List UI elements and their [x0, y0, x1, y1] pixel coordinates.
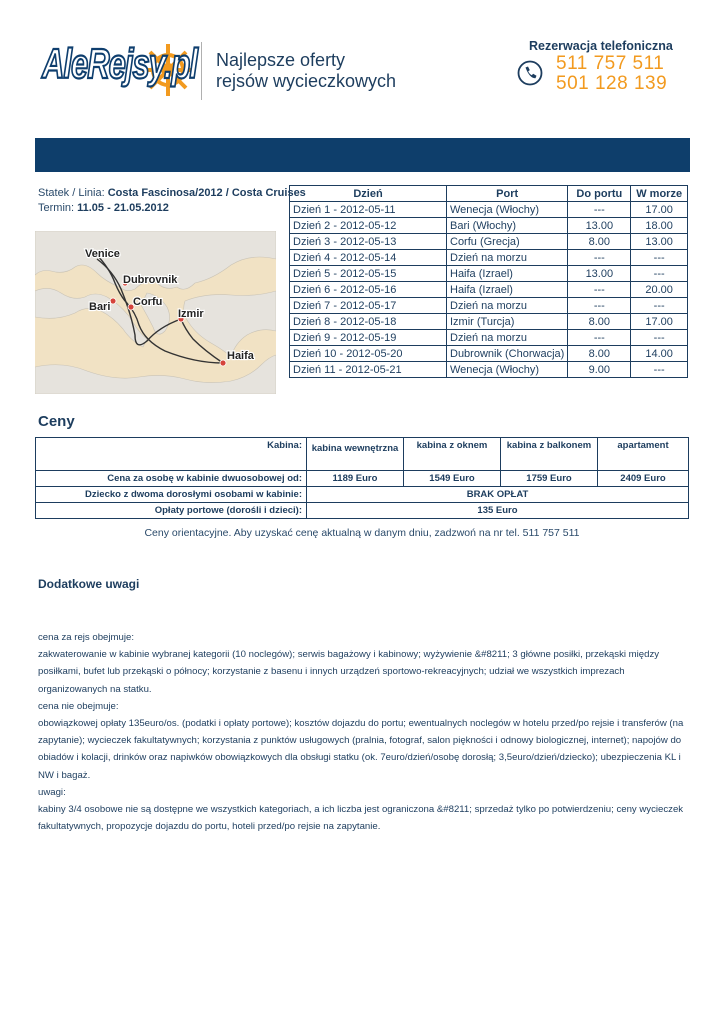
itinerary-port: Dubrownik (Chorwacja)	[447, 346, 568, 362]
term-label: Termin:	[38, 202, 75, 214]
remarks-line: kabiny 3/4 osobowe nie są dostępne we wszystkich kategoriach, a ich liczba jest ograniczona &#8211; sprzedaż tylko po potwierdzeniu; ceny wycieczek fakultatywnych, propozycje dojazdu do portu, hoteli przed/po rejsie na zapytanie.	[38, 804, 684, 833]
title-band	[35, 138, 690, 172]
itinerary-departure: 14.00	[631, 346, 688, 362]
remarks-line: uwagi:	[38, 786, 66, 798]
price-row-child	[36, 487, 689, 503]
price-note: Ceny orientacyjne. Aby uzyskać cenę aktualną w danym dniu, zadzwoń na nr tel. 511 757 511	[144, 527, 580, 539]
itinerary-row	[290, 346, 688, 362]
col-departure: W morze	[631, 186, 688, 202]
tagline-line2: rejsów wycieczkowych	[216, 71, 397, 91]
itinerary-row	[290, 314, 688, 330]
itinerary-arrival: ---	[568, 298, 631, 314]
itinerary-port: Haifa (Izrael)	[447, 282, 568, 298]
map-label-venice: Venice	[85, 248, 120, 260]
map-label-dubrovnik: Dubrovnik	[123, 274, 178, 286]
itinerary-departure: 17.00	[631, 314, 688, 330]
phone-number-1[interactable]: 511 757 511	[556, 53, 665, 74]
map-label-bari: Bari	[89, 301, 111, 313]
itinerary-arrival: 13.00	[568, 218, 631, 234]
remarks-body	[38, 629, 688, 835]
phone-number-2[interactable]: 501 128 139	[556, 73, 668, 94]
col-day: Dzień	[290, 186, 447, 202]
itinerary-departure: ---	[631, 330, 688, 346]
itinerary-port: Haifa (Izrael)	[447, 266, 568, 282]
itinerary-departure: ---	[631, 266, 688, 282]
itinerary-row	[290, 298, 688, 314]
itinerary-day: Dzień 5 - 2012-05-15	[290, 266, 447, 282]
cabin-type-inner: kabina wewnętrzna	[307, 438, 404, 471]
itinerary-departure: 18.00	[631, 218, 688, 234]
cabin-type-suite: apartament	[598, 438, 689, 471]
itinerary-departure: 13.00	[631, 234, 688, 250]
price-table	[35, 437, 689, 519]
itinerary-port: Wenecja (Włochy)	[447, 362, 568, 378]
price-child-value: BRAK OPŁAT	[307, 487, 689, 503]
map-label-haifa: Haifa	[227, 350, 254, 362]
itinerary-header-row	[290, 186, 688, 202]
itinerary-port: Dzień na morzu	[447, 250, 568, 266]
route-map	[35, 231, 276, 394]
itinerary-row	[290, 218, 688, 234]
itinerary-departure: ---	[631, 362, 688, 378]
remarks-line: cena nie obejmuje:	[38, 700, 119, 712]
ship-line	[38, 187, 306, 199]
remarks-line: zakwaterowanie w kabinie wybranej kategorii (10 noclegów); serwis bagażowy i kabinowy; wyżywienie &#8211; 3 główne posiłki, przekąski między posiłkami, bufet lub przekąski o północy; korzystanie z basenu i innych urządzeń sportowo-rekreacyjnych; udział we wszystkich imprezach organizowanych na statku.	[38, 649, 660, 695]
itinerary-table	[289, 185, 688, 378]
price-port-label: Opłaty portowe (dorośli i dzieci):	[36, 503, 307, 519]
term-line	[38, 202, 169, 214]
itinerary-row	[290, 362, 688, 378]
cabin-label: Kabina:	[36, 438, 307, 471]
itinerary-port: Bari (Włochy)	[447, 218, 568, 234]
price-suite: 2409 Euro	[598, 471, 689, 487]
itinerary-day: Dzień 1 - 2012-05-11	[290, 202, 447, 218]
term-value: 11.05 - 21.05.2012	[77, 202, 169, 214]
itinerary-departure: ---	[631, 250, 688, 266]
header-divider	[201, 42, 202, 100]
itinerary-arrival: 8.00	[568, 234, 631, 250]
itinerary-day: Dzień 9 - 2012-05-19	[290, 330, 447, 346]
price-port-value: 135 Euro	[307, 503, 689, 519]
tagline-line1: Najlepsze oferty	[216, 50, 346, 70]
itinerary-arrival: ---	[568, 282, 631, 298]
remarks-line: cena za rejs obejmuje:	[38, 632, 134, 643]
itinerary-day: Dzień 10 - 2012-05-20	[290, 346, 447, 362]
itinerary-row	[290, 234, 688, 250]
itinerary-arrival: 8.00	[568, 314, 631, 330]
itinerary-port: Dzień na morzu	[447, 330, 568, 346]
itinerary-arrival: ---	[568, 330, 631, 346]
phone-icon	[517, 60, 543, 86]
itinerary-port: Wenecja (Włochy)	[447, 202, 568, 218]
itinerary-port: Dzień na morzu	[447, 298, 568, 314]
itinerary-departure: ---	[631, 298, 688, 314]
itinerary-arrival: 8.00	[568, 346, 631, 362]
remarks-line: obowiązkowej opłaty 135euro/os. (podatki i opłaty portowe); kosztów dojazdu do portu; ewentualnych noclegów w hotelu przed/po rejsie i transferów (na zapytanie); wycieczek fakultatywnych; korzystania z punktów usługowych (pralnia, fotograf, salon piękności i odnowy biologicznej, internet); napojów do obiadów i kolacji, drinków oraz napiwków obowiązkowych dla obsługi statku (ok. 7euro/dzień/osobę dorosłą; 3,5euro/dzień/dziecko); ubezpieczenia KL i NW i bagaż.	[38, 718, 684, 781]
tagline	[216, 50, 396, 92]
itinerary-day: Dzień 2 - 2012-05-12	[290, 218, 447, 234]
price-inner: 1189 Euro	[307, 471, 404, 487]
itinerary-day: Dzień 7 - 2012-05-17	[290, 298, 447, 314]
itinerary-arrival: ---	[568, 202, 631, 218]
price-balcony: 1759 Euro	[501, 471, 598, 487]
col-arrival: Do portu	[568, 186, 631, 202]
itinerary-arrival: 13.00	[568, 266, 631, 282]
ship-value: Costa Fascinosa/2012 / Costa Cruises	[107, 187, 306, 199]
col-port: Port	[447, 186, 568, 202]
itinerary-row	[290, 282, 688, 298]
itinerary-arrival: ---	[568, 250, 631, 266]
cabin-type-window: kabina z oknem	[404, 438, 501, 471]
itinerary-arrival: 9.00	[568, 362, 631, 378]
itinerary-row	[290, 250, 688, 266]
remarks-title: Dodatkowe uwagi	[38, 577, 140, 591]
cabin-type-balcony: kabina z balkonem	[501, 438, 598, 471]
price-row-double	[36, 471, 689, 487]
logo-text[interactable]: AleRejsy.pl	[42, 40, 197, 88]
itinerary-departure: 20.00	[631, 282, 688, 298]
itinerary-day: Dzień 11 - 2012-05-21	[290, 362, 447, 378]
itinerary-day: Dzień 3 - 2012-05-13	[290, 234, 447, 250]
itinerary-day: Dzień 4 - 2012-05-14	[290, 250, 447, 266]
itinerary-port: Izmir (Turcja)	[447, 314, 568, 330]
price-double-label: Cena za osobę w kabinie dwuosobowej od:	[36, 471, 307, 487]
itinerary-row	[290, 202, 688, 218]
itinerary-row	[290, 330, 688, 346]
price-row-port	[36, 503, 689, 519]
prices-title: Ceny	[38, 413, 75, 430]
itinerary-day: Dzień 8 - 2012-05-18	[290, 314, 447, 330]
map-label-corfu: Corfu	[133, 296, 163, 308]
itinerary-departure: 17.00	[631, 202, 688, 218]
itinerary-port: Corfu (Grecja)	[447, 234, 568, 250]
price-child-label: Dziecko z dwoma dorosłymi osobami w kabinie:	[36, 487, 307, 503]
phone-title: Rezerwacja telefoniczna	[529, 39, 673, 53]
map-label-izmir: Izmir	[178, 308, 204, 320]
price-window: 1549 Euro	[404, 471, 501, 487]
itinerary-row	[290, 266, 688, 282]
ship-label: Statek / Linia:	[38, 187, 105, 199]
itinerary-day: Dzień 6 - 2012-05-16	[290, 282, 447, 298]
price-header-row	[36, 438, 689, 471]
